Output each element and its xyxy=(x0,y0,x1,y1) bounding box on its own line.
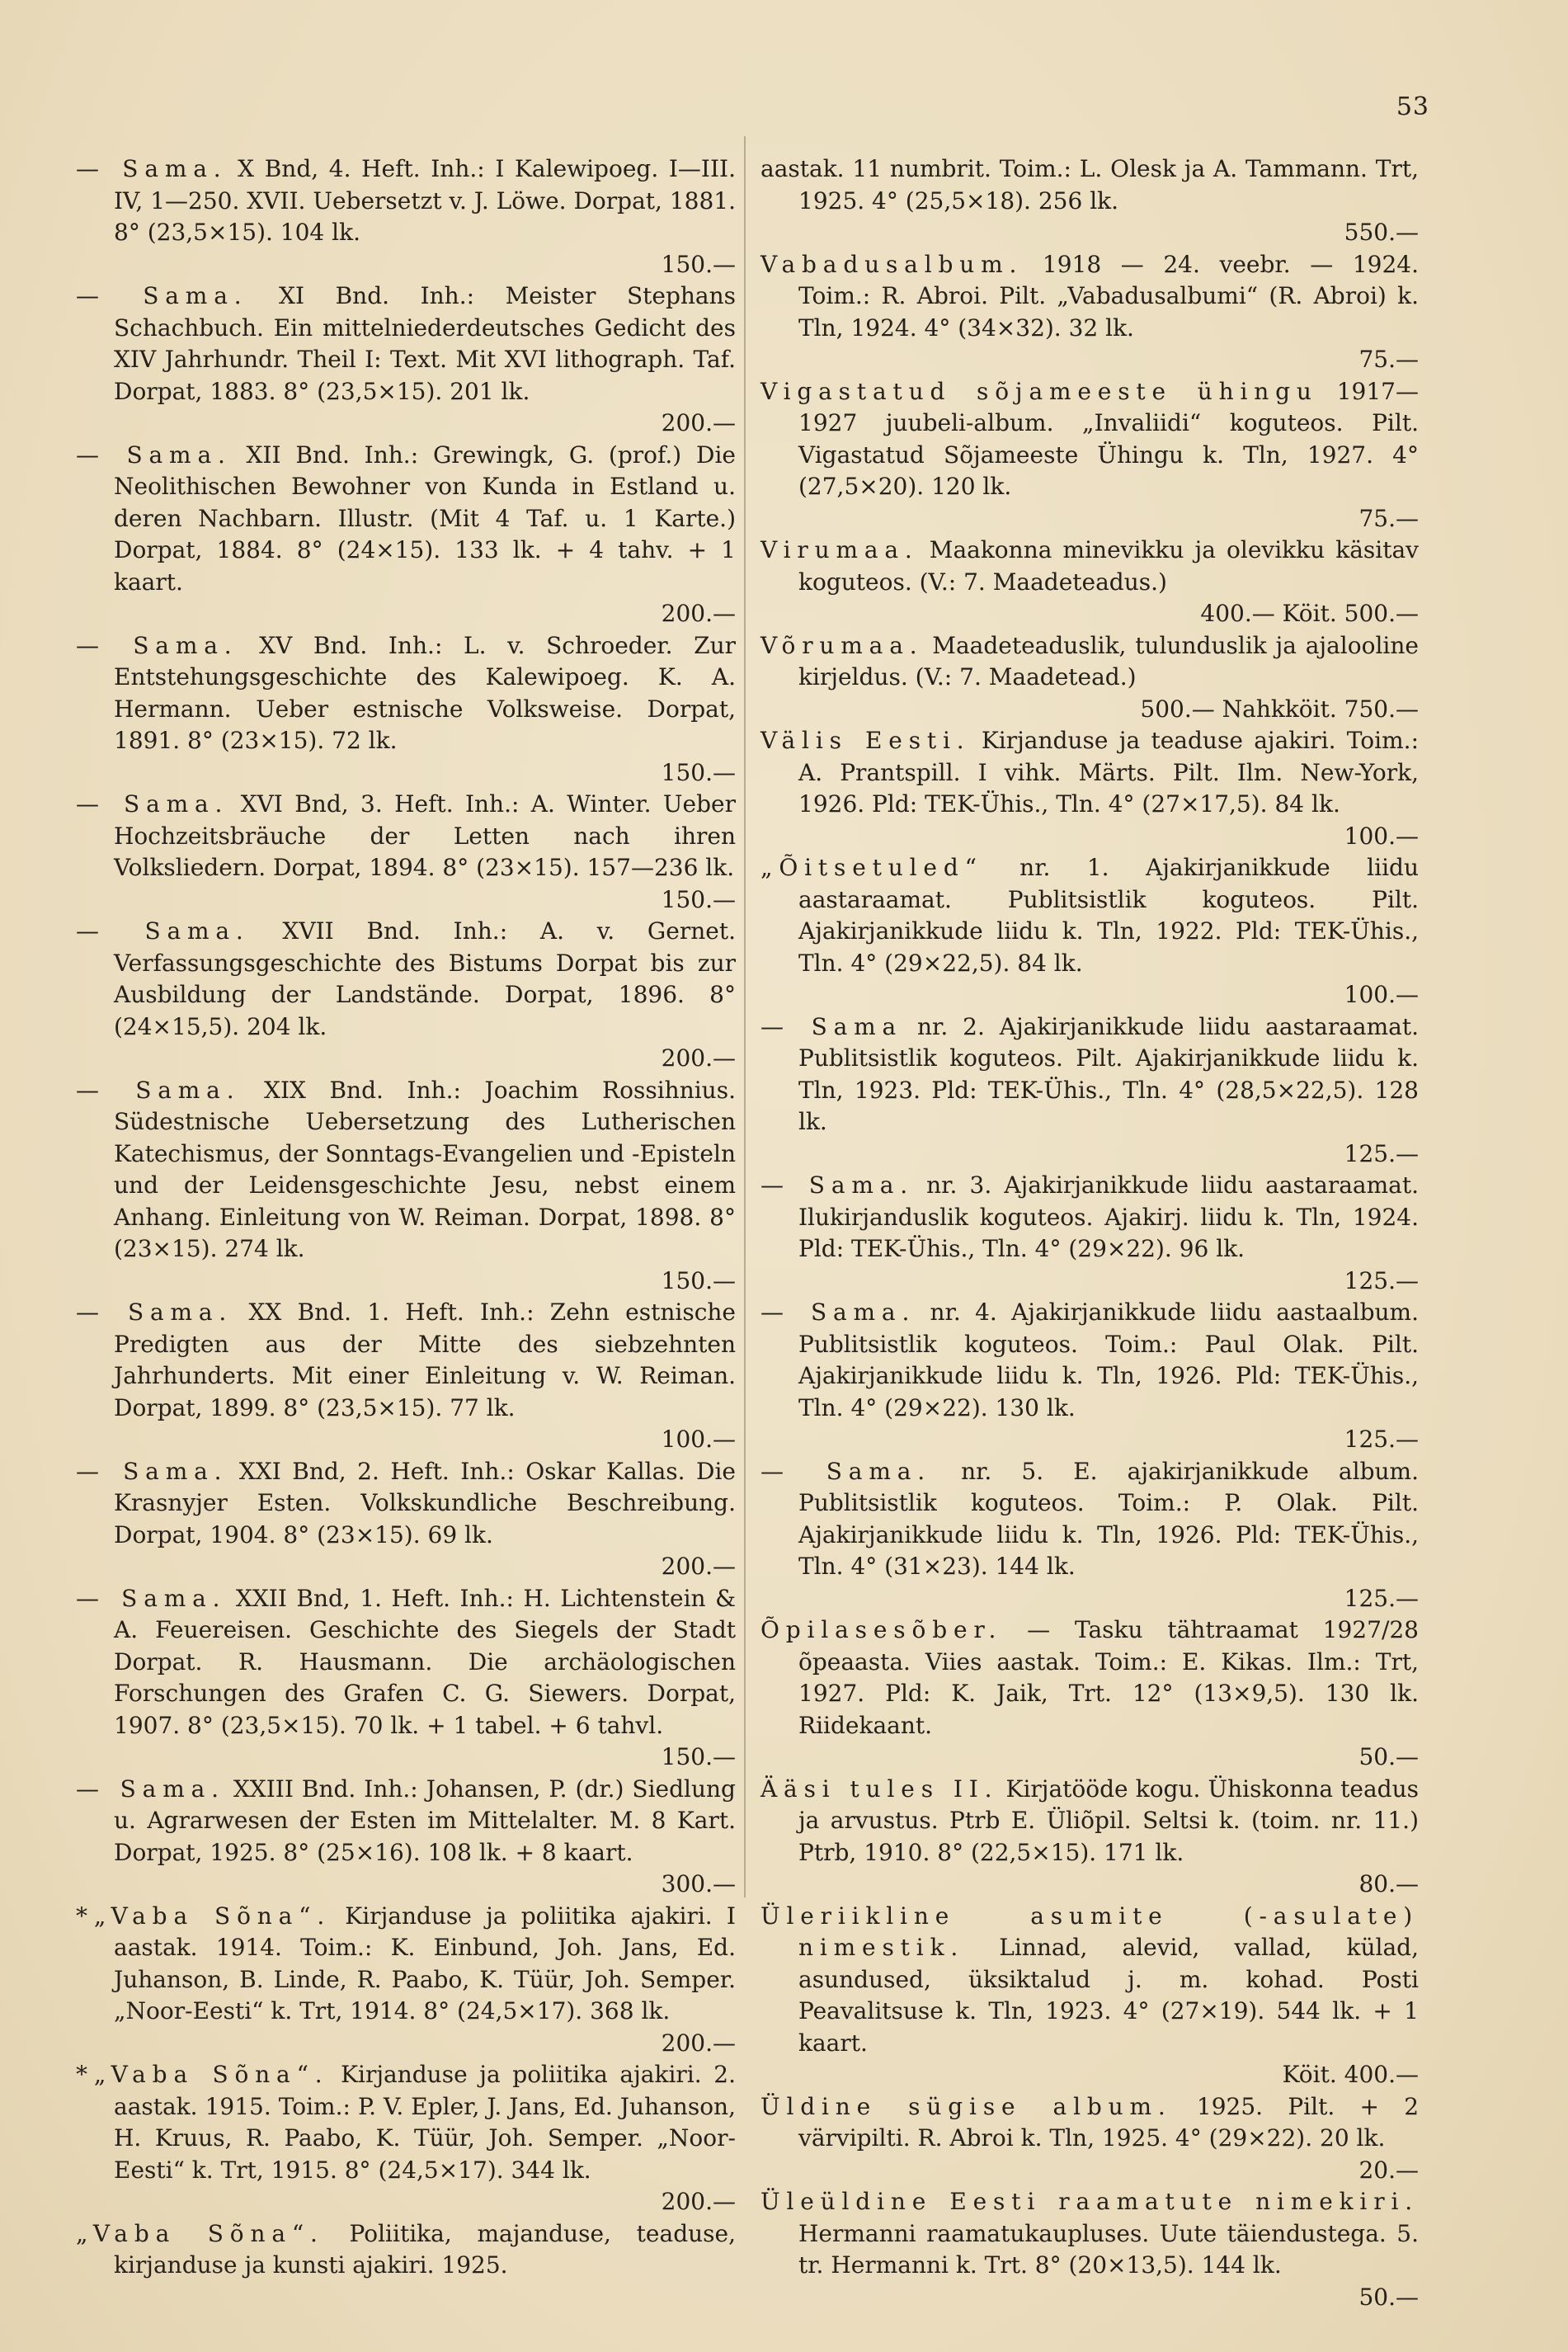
entry-body: aastak. 11 numbrit. Toim.: L. Olesk ja A. Tammann. Trt, 1925. 4° (25,5×18). 256 lk. xyxy=(760,155,1419,214)
entry-body: XV Bnd. Inh.: L. v. Schroeder. Zur Entstehungsgeschichte des Kalewipoeg. K. A. Hermann. Ueber estnische Volksweise. Dorpat, 1891. 8° (23×15). 72 lk. xyxy=(114,631,736,754)
bibliography-entry xyxy=(760,1456,1419,1615)
entry-body: XXIII Bnd. Inh.: Johansen, P. (dr.) Siedlung u. Agrarwesen der Esten im Mittelalter. M. 8 Kart. Dorpat, 1925. 8° (25×16). 108 lk. + 8 kaart. xyxy=(114,1775,736,1866)
entry-body: Poliitika, majanduse, teaduse, kirjanduse ja kunsti ajakiri. 1925. xyxy=(114,2219,736,2279)
entry-price: 200.— xyxy=(661,2188,736,2215)
entry-price: 100.— xyxy=(1344,981,1419,1008)
entry-body: nr. 4. Ajakirjanikkude liidu aastaalbum. Publitsistlik koguteos. Toim.: Paul Olak. Pilt. Ajakirjanikkude liidu k. Tln, 1926. Pld: TEK-Ühis., Tln. 4° (29×22). 130 lk. xyxy=(798,1299,1420,1421)
entry-price: 150.— xyxy=(661,250,736,278)
entry-body: Kirjanduse ja teaduse ajakiri. Toim.: A. Prantspill. I vihk. Märts. Pilt. Ilm. New-York, 1926. Pld: TEK-Ühis., Tln. 4° (27×17,5). 84 lk. xyxy=(798,727,1419,818)
entry-body: Kirjanduse ja poliitika ajakiri. 2. aastak. 1915. Toim.: P. V. Epler, J. Jans, Ed. Juhanson, H. Kruus, R. Paabo, K. Tüür, Joh. Semper. „Noor-Eesti“ k. Trt, 1915. 8° (24,5×17). 344 lk. xyxy=(114,2061,736,2184)
bibliography-entry xyxy=(760,2186,1419,2313)
entry-price: 500.— Nahkköit. 750.— xyxy=(1140,695,1419,723)
entry-body: Hermanni raamatukaupluses. Uute täiendustega. 5. tr. Hermanni k. Trt. 8° (20×13,5). 144 lk. xyxy=(798,2219,1419,2279)
bibliography-entry xyxy=(760,725,1419,852)
entry-price: 20.— xyxy=(1358,2156,1419,2184)
entry-heading: *„Vaba Sõna“. xyxy=(76,2061,329,2088)
bibliography-entry xyxy=(76,153,736,280)
entry-body: XX Bnd. 1. Heft. Inh.: Zehn estnische Predigten aus der Mitte des siebzehnten Jahrhunderts. Mit einer Einleitung v. W. Reiman. Dorpat, 1899. 8° (23,5×15). 77 lk. xyxy=(114,1299,736,1421)
entry-heading: — Sama. xyxy=(760,1457,931,1485)
entry-price: 50.— xyxy=(1358,1743,1419,1770)
entry-price: 100.— xyxy=(661,1426,736,1453)
entry-price: 50.— xyxy=(1358,2283,1419,2311)
bibliography-entry xyxy=(76,1774,736,1901)
entry-price: 150.— xyxy=(661,885,736,913)
bibliography-entry xyxy=(760,153,1419,249)
entry-heading: Ääsi tules II. xyxy=(760,1775,999,1803)
entry-heading: Välis Eesti. xyxy=(760,727,971,754)
entry-price: Köit. 400.— xyxy=(1282,2061,1419,2088)
entry-heading: — Sama. xyxy=(76,1076,241,1104)
right-column xyxy=(760,153,1419,2313)
entry-body: nr. 2. Ajakirjanikkude liidu aastaraamat. Publitsistlik koguteos. Pilt. Ajakirjanikkude liidu k. Tln, 1923. Pld: TEK-Ühis., Tln. 4° (28,5×22,5). 128 lk. xyxy=(798,1012,1419,1135)
entry-price: 125.— xyxy=(1344,1266,1419,1294)
entry-price: 125.— xyxy=(1344,1584,1419,1612)
entry-heading: Virumaa. xyxy=(760,536,919,563)
bibliography-entry xyxy=(760,249,1419,376)
entry-heading: Võrumaa. xyxy=(760,631,924,659)
entry-price: 200.— xyxy=(661,1044,736,1072)
entry-price: 200.— xyxy=(661,600,736,627)
entry-heading: „Vaba Sõna“. xyxy=(76,2219,324,2247)
column-divider xyxy=(744,136,746,1897)
entry-body: XVII Bnd. Inh.: A. v. Gernet. Verfassungsgeschichte des Bistums Dorpat bis zur Ausbildung der Landstände. Dorpat, 1896. 8° (24×15,5). 204 lk. xyxy=(114,917,736,1040)
entry-heading: Üleriikline asumite (-asulate) nimestik. xyxy=(760,1902,1419,1961)
entry-heading: Vigastatud sõjameeste ühingu xyxy=(760,377,1318,405)
entry-body: XI Bnd. Inh.: Meister Stephans Schachbuch. Ein mittelniederdeutsches Gedicht des XIV Jahrhundr. Theil I: Text. Mit XVI lithograph. Taf. Dorpat, 1883. 8° (23,5×15). 201 lk. xyxy=(114,282,736,405)
entry-body: Maakonna minevikku ja olevikku käsitav koguteos. (V.: 7. Maadeteadus.) xyxy=(798,536,1419,596)
bibliography-entry xyxy=(76,1456,736,1583)
entry-heading: — Sama. xyxy=(76,441,232,469)
entry-body: nr. 1. Ajakirjanikkude liidu aastaraamat. Publitsistlik koguteos. Pilt. Ajakirjanikkude liidu k. Tln, 1922. Pld: TEK-Ühis., Tln. 4° (29×22,5). 84 lk. xyxy=(798,854,1419,977)
entry-body: X Bnd, 4. Heft. Inh.: I Kalewipoeg. I—III. IV, 1—250. XVII. Uebersetzt v. J. Löwe. Dorpat, 1881. 8° (23,5×15). 104 lk. xyxy=(114,155,736,246)
entry-heading: Üleüldine Eesti raamatute nimekiri. xyxy=(760,2188,1419,2215)
entry-heading: — Sama xyxy=(760,1012,903,1040)
bibliography-entry xyxy=(76,2059,736,2218)
entry-body: nr. 5. E. ajakirjanikkude album. Publitsistlik koguteos. Toim.: P. Olak. Pilt. Ajakirjanikkude liidu k. Tln, 1926. Pld: TEK-Ühis., Tln. 4° (31×23). 144 lk. xyxy=(798,1457,1419,1580)
left-column xyxy=(76,153,736,2282)
entry-price: 100.— xyxy=(1344,822,1419,850)
entry-heading: Õpilasesõber. xyxy=(760,1616,1003,1643)
bibliography-entry xyxy=(76,440,736,630)
entry-heading: — Sama. xyxy=(76,1775,225,1803)
entry-price: 125.— xyxy=(1344,1139,1419,1167)
entry-body: — Tasku tähtraamat 1927/28 õpeaasta. Viies aastak. Toim.: E. Kikas. Ilm.: Trt, 1927. Pld: K. Jaik, Trt. 12° (13×9,5). 130 lk. Riidekaant. xyxy=(798,1616,1419,1739)
entry-heading: *„Vaba Sõna“. xyxy=(76,1902,332,1930)
bibliography-entry xyxy=(760,630,1419,726)
entry-body: 1917—1927 juubeli-album. „Invaliidi“ koguteos. Pilt. Vigastatud Sõjameeste Ühingu k. Tln, 1927. 4° (27,5×20). 120 lk. xyxy=(798,377,1419,500)
entry-price: 200.— xyxy=(661,2029,736,2057)
entry-price: 300.— xyxy=(661,1870,736,1897)
entry-price: 150.— xyxy=(661,758,736,786)
entry-body: XII Bnd. Inh.: Grewingk, G. (prof.) Die Neolithischen Bewohner von Kunda in Estland u. deren Nachbarn. Illustr. (Mit 4 Taf. u. 1 Karte.) Dorpat, 1884. 8° (24×15). 133 lk. + 4 tahv. + 1 kaart. xyxy=(114,441,736,596)
entry-heading: — Sama. xyxy=(760,1299,916,1326)
entry-heading: — Sama. xyxy=(76,790,229,818)
bibliography-entry xyxy=(760,535,1419,630)
bibliography-entry xyxy=(760,1774,1419,1901)
bibliography-entry xyxy=(760,1297,1419,1456)
bibliography-entry xyxy=(760,376,1419,535)
entry-body: 1925. Pilt. + 2 värvipilti. R. Abroi k. Tln, 1925. 4° (29×22). 20 lk. xyxy=(798,2092,1420,2152)
entry-heading: — Sama. xyxy=(76,917,250,945)
entry-heading: — Sama. xyxy=(76,282,248,309)
entry-price: 150.— xyxy=(661,1743,736,1770)
bibliography-entry xyxy=(76,916,736,1075)
entry-heading: — Sama. xyxy=(76,155,228,182)
entry-price: 75.— xyxy=(1358,346,1419,373)
bibliography-entry xyxy=(76,280,736,440)
bibliography-entry xyxy=(760,1901,1419,2091)
bibliography-entry xyxy=(760,1614,1419,1774)
bibliography-entry xyxy=(76,1583,736,1774)
entry-body: XIX Bnd. Inh.: Joachim Rossihnius. Südestnische Uebersetzung des Lutherischen Katechismus, der Sonntags-Evangelien und -Episteln und der Leidensgeschichte Jesu, nebst einem Anhang. Einleitung von W. Reiman. Dorpat, 1898. 8° (23×15). 274 lk. xyxy=(114,1076,736,1262)
entry-body: XXII Bnd, 1. Heft. Inh.: H. Lichtenstein & A. Feuereisen. Geschichte des Siegels der Stadt Dorpat. R. Hausmann. Die archäologischen Forschungen des Grafen C. G. Siewers. Dorpat, 1907. 8° (23,5×15). 70 lk. + 1 tabel. + 6 tahvl. xyxy=(114,1584,736,1739)
entry-heading: Üldine sügise album. xyxy=(760,2092,1172,2120)
entry-price: 200.— xyxy=(661,1553,736,1580)
entry-body: Maadeteaduslik, tulunduslik ja ajalooline kirjeldus. (V.: 7. Maadetead.) xyxy=(798,631,1419,691)
entry-heading: „Õitsetuled“ xyxy=(760,854,983,881)
bibliography-entry xyxy=(76,1297,736,1456)
bibliography-entry xyxy=(760,1011,1419,1171)
entry-price: 80.— xyxy=(1358,1870,1419,1897)
entry-body: XVI Bnd, 3. Heft. Inh.: A. Winter. Ueber Hochzeitsbräuche der Letten nach ihren Volksliedern. Dorpat, 1894. 8° (23×15). 157—236 lk. xyxy=(114,790,736,881)
entry-body: Kirjatööde kogu. Ühiskonna teadus ja arvustus. Ptrb E. Üliõpil. Seltsi k. (toim. nr. 11.) Ptrb, 1910. 8° (22,5×15). 171 lk. xyxy=(798,1775,1419,1866)
entry-body: Kirjanduse ja poliitika ajakiri. I aastak. 1914. Toim.: K. Einbund, Joh. Jans, Ed. Juhanson, B. Linde, R. Paabo, K. Tüür, Joh. Semper. „Noor-Eesti“ k. Trt, 1914. 8° (24,5×17). 368 lk. xyxy=(114,1902,736,2024)
entry-body: XXI Bnd, 2. Heft. Inh.: Oskar Kallas. Die Krasnyjer Esten. Volkskundliche Beschreibung. Dorpat, 1904. 8° (23×15). 69 lk. xyxy=(114,1457,736,1548)
bibliography-entry xyxy=(76,789,736,916)
entry-price: 200.— xyxy=(661,409,736,436)
bibliography-entry xyxy=(76,1901,736,2060)
entry-body: nr. 3. Ajakirjanikkude liidu aastaraamat. Ilukirjanduslik koguteos. Ajakirj. liidu k. Tln, 1924. Pld: TEK-Ühis., Tln. 4° (29×22). 96 lk. xyxy=(798,1171,1419,1262)
entry-heading: — Sama. xyxy=(76,1584,227,1612)
page-number: 53 xyxy=(1396,92,1429,121)
bibliography-entry xyxy=(76,630,736,789)
entry-price: 125.— xyxy=(1344,1426,1419,1453)
bibliography-entry xyxy=(760,2091,1419,2187)
entry-body: Linnad, alevid, vallad, külad, asundused, üksiktalud j. m. kohad. Posti Peavalitsuse k. Tln, 1923. 4° (27×19). 544 lk. + 1 kaart. xyxy=(798,1934,1419,2057)
bibliography-entry xyxy=(76,1075,736,1298)
entry-price: 550.— xyxy=(1344,219,1419,246)
entry-heading: — Sama. xyxy=(76,1457,228,1485)
entry-heading: — Sama. xyxy=(76,631,238,659)
entry-price: 150.— xyxy=(661,1266,736,1294)
entry-body: 1918 — 24. veebr. — 1924. Toim.: R. Abroi. Pilt. „Vabadusalbumi“ (R. Abroi) k. Tln, 1924. 4° (34×32). 32 lk. xyxy=(798,250,1419,342)
entry-price: 400.— Köit. 500.— xyxy=(1200,600,1419,627)
bibliography-entry xyxy=(76,2218,736,2282)
entry-heading: — Sama. xyxy=(760,1171,915,1199)
bibliography-entry xyxy=(760,1170,1419,1297)
entry-heading: Vabadusalbum. xyxy=(760,250,1024,278)
bibliography-entry xyxy=(760,852,1419,1011)
entry-heading: — Sama. xyxy=(76,1299,233,1326)
entry-price: 75.— xyxy=(1358,504,1419,532)
